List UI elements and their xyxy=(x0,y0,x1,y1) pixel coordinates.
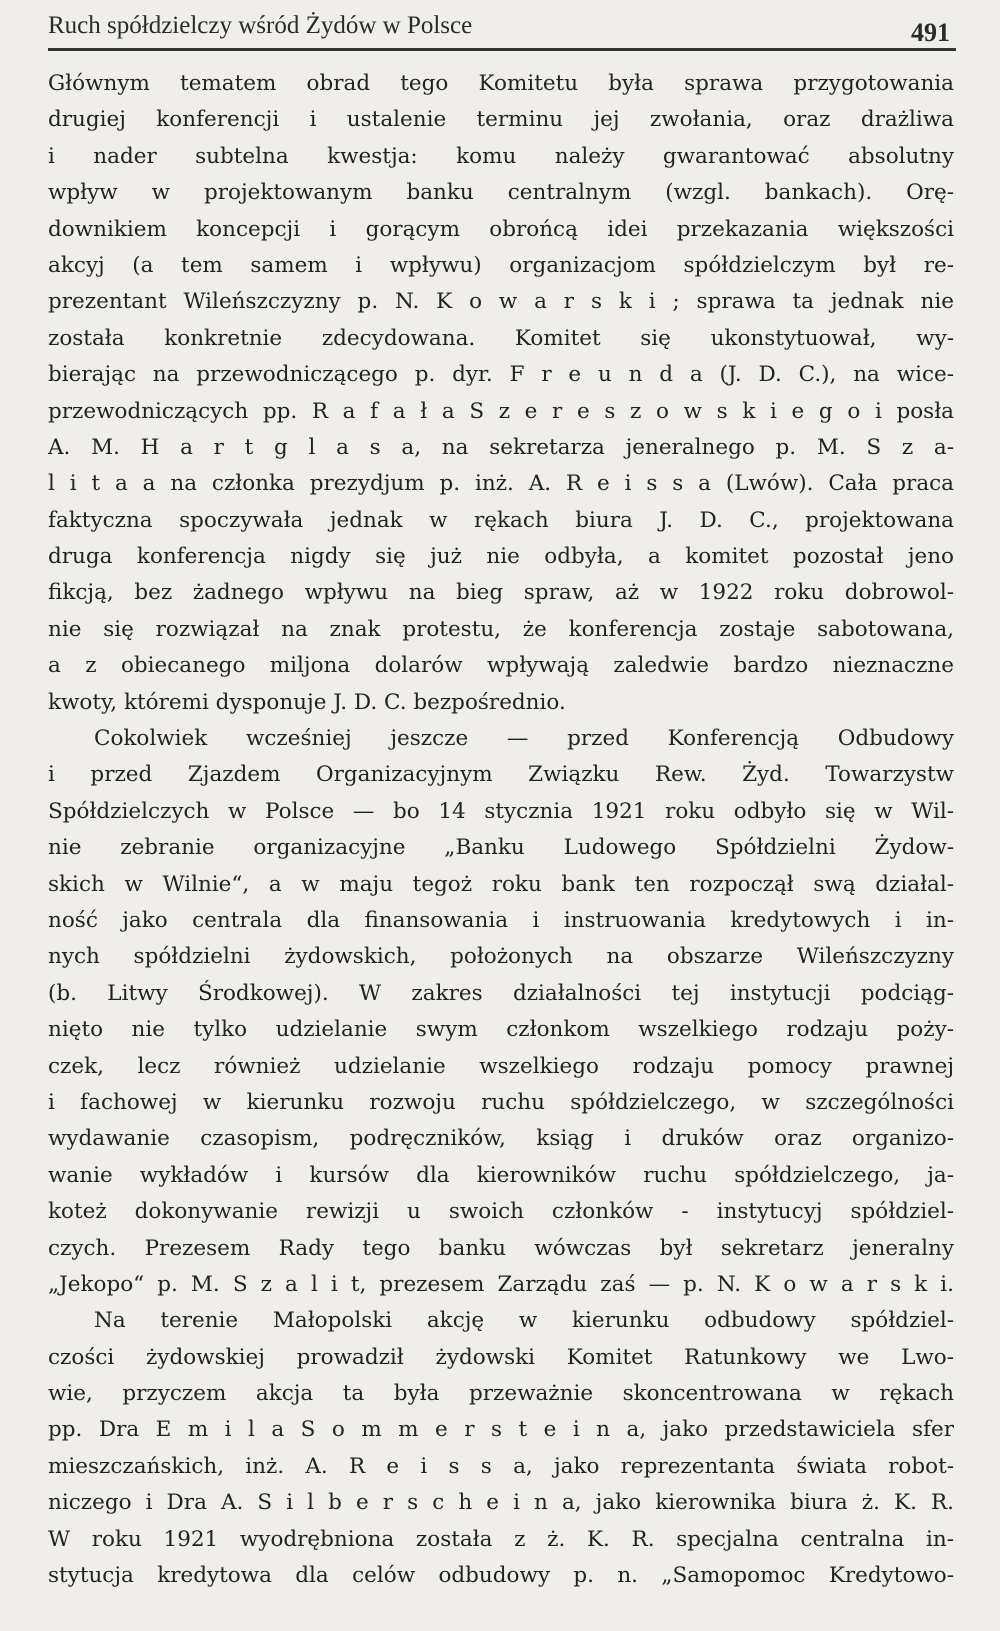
text-line: została konkretnie zdecydowana. Komitet się ukonstytuował, wy- xyxy=(48,325,954,351)
page-number: 491 xyxy=(911,18,950,47)
text-line: downikiem koncepcji i gorącym obrońcą idei przekazania większości xyxy=(48,216,954,242)
text-line: Cokolwiek wcześniej jeszcze — przed Konferencją Odbudowy xyxy=(94,726,954,752)
paragraph-1 xyxy=(48,66,954,721)
text-line: nie się rozwiązał na znak protestu, że konferencja zostaje sabotowana, xyxy=(48,616,954,642)
text-line: nie zebranie organizacyjne „Banku Ludowego Spółdzielni Żydow- xyxy=(48,835,954,861)
text-line: wpływ w projektowanym banku centralnym (wzgl. bankach). Orę- xyxy=(48,180,954,206)
body-text xyxy=(48,66,954,1594)
text-line: bierając na przewodniczącego p. dyr. F r e u n d a (J. D. C.), na wice- xyxy=(48,362,954,388)
text-line: czych. Prezesem Rady tego banku wówczas był sekretarz jeneralny xyxy=(48,1235,954,1261)
text-line: przewodniczących pp. R a f a ł a S z e r e s z o w s k i e g o i posła xyxy=(48,398,954,424)
text-line: A. M. H a r t g l a s a, na sekretarza jeneralnego p. M. S z a- xyxy=(48,434,954,460)
text-line: skich w Wilnie“, a w maju tegoż roku bank ten rozpoczął swą działal- xyxy=(48,871,954,897)
text-line: nięto nie tylko udzielanie swym członkom wszelkiego rodzaju poży- xyxy=(48,1017,954,1043)
text-line: Na terenie Małopolski akcję w kierunku odbudowy spółdziel- xyxy=(94,1308,954,1334)
text-line: czości żydowskiej prowadził żydowski Komitet Ratunkowy we Lwo- xyxy=(48,1344,954,1370)
text-line: faktyczna spoczywała jednak w rękach biura J. D. C., projektowana xyxy=(48,507,954,533)
text-line: Spółdzielczych w Polsce — bo 14 stycznia 1921 roku odbyło się w Wil- xyxy=(48,798,954,824)
text-line: mieszczańskich, inż. A. R e i s s a, jako reprezentanta świata robot- xyxy=(48,1453,954,1479)
header-rule xyxy=(48,48,956,51)
text-line: koteż dokonywanie rewizji u swoich członków - instytucyj spółdziel- xyxy=(48,1199,954,1225)
text-line: „Jekopo“ p. M. S z a l i t, prezesem Zarządu zaś — p. N. K o w a r s k i. xyxy=(48,1271,954,1297)
text-line: czek, lecz również udzielanie wszelkiego rodzaju pomocy prawnej xyxy=(48,1053,954,1079)
text-line: kwoty, któremi dysponuje J. D. C. bezpośrednio. xyxy=(48,689,566,715)
text-line: W roku 1921 wyodrębniona została z ż. K. R. specjalna centralna in- xyxy=(48,1526,954,1552)
text-line: wanie wykładów i kursów dla kierowników ruchu spółdzielczego, ja- xyxy=(48,1162,954,1188)
text-line: a z obiecanego miljona dolarów wpływają zaledwie bardzo nieznaczne xyxy=(48,653,954,679)
text-line: stytucja kredytowa dla celów odbudowy p. n. „Samopomoc Kredytowo- xyxy=(48,1563,954,1589)
text-line: i fachowej w kierunku rozwoju ruchu spółdzielczego, w szczególności xyxy=(48,1089,954,1115)
running-title: Ruch spółdzielczy wśród Żydów w Polsce xyxy=(48,12,473,39)
paragraph-2 xyxy=(48,721,954,1303)
text-line: nych spółdzielni żydowskich, położonych na obszarze Wileńszczyzny xyxy=(48,944,954,970)
text-line: pp. Dra E m i l a S o m m e r s t e i n a, jako przedstawiciela sfer xyxy=(48,1417,954,1443)
text-line: (b. Litwy Środkowej). W zakres działalności tej instytucji podciąg- xyxy=(48,980,954,1006)
text-line: niczego i Dra A. S i l b e r s c h e i n a, jako kierownika biura ż. K. R. xyxy=(48,1490,954,1516)
text-line: l i t a a na członka prezydjum p. inż. A. R e i s s a (Lwów). Cała praca xyxy=(48,471,954,497)
text-line: i nader subtelna kwestja: komu należy gwarantować absolutny xyxy=(48,143,954,169)
text-line: fikcją, bez żadnego wpływu na bieg spraw, aż w 1922 roku dobrowol- xyxy=(48,580,954,606)
text-line: drugiej konferencji i ustalenie terminu jej zwołania, oraz drażliwa xyxy=(48,107,954,133)
text-line: Głównym tematem obrad tego Komitetu była sprawa przygotowania xyxy=(48,71,954,96)
text-line: prezentant Wileńszczyzny p. N. K o w a r s k i ; sprawa ta jednak nie xyxy=(48,289,954,315)
text-line: akcyj (a tem samem i wpływu) organizacjom spółdzielczym był re- xyxy=(48,252,954,278)
text-line: wie, przyczem akcja ta była przeważnie skoncentrowana w rękach xyxy=(48,1381,954,1407)
text-line: druga konferencja nigdy się już nie odbyła, a komitet pozostał jeno xyxy=(48,544,954,570)
text-line: i przed Zjazdem Organizacyjnym Związku Rew. Żyd. Towarzystw xyxy=(48,762,954,788)
paragraph-3 xyxy=(48,1303,954,1594)
text-line: wydawanie czasopism, podręczników, ksiąg i druków oraz organizo- xyxy=(48,1126,954,1152)
text-line: ność jako centrala dla finansowania i instruowania kredytowych i in- xyxy=(48,907,954,933)
page-header xyxy=(48,8,956,48)
